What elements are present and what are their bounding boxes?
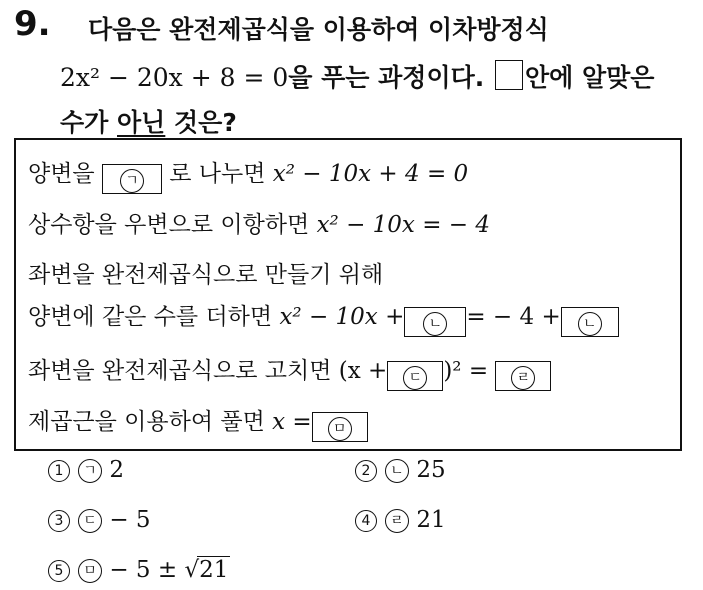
- option-1-value: 2: [109, 457, 124, 483]
- blank-box-d: [495, 361, 551, 391]
- option-4-value: 21: [416, 507, 446, 533]
- mark-d-icon: ㄹ: [511, 366, 535, 390]
- option-5-mark: ㅁ: [78, 559, 102, 583]
- blank-box-e: [312, 412, 368, 442]
- option-2-mark: ㄴ: [385, 459, 409, 483]
- mark-a-icon: ㄱ: [120, 169, 144, 193]
- row5-equation-a: (x +: [338, 358, 388, 384]
- answer-blank-icon: [495, 60, 523, 90]
- process-row-3: 좌변을 완전제곱식으로 만들기 위해: [28, 262, 384, 288]
- row5-equation-b: )² =: [443, 358, 489, 384]
- row4-equation-b: = − 4 +: [466, 304, 561, 330]
- option-5-radicand: 21: [199, 557, 229, 583]
- row1-tail: 로 나누면: [169, 161, 266, 187]
- question-line-2: [60, 58, 654, 94]
- option-5-value: − 5 ±: [109, 557, 178, 583]
- question-line-2-text: 을 푸는 과정이다.: [288, 63, 485, 92]
- row4-equation-a: x² − 10x +: [279, 304, 405, 330]
- question-line-3-a: 수가: [60, 108, 118, 137]
- process-row-4: [28, 298, 619, 337]
- row6-text: 제곱근을 이용하여 풀면: [28, 409, 265, 435]
- option-3[interactable]: [48, 507, 151, 533]
- row2-equation: x² − 10x = − 4: [316, 212, 490, 238]
- blank-box-b: [404, 307, 466, 337]
- option-3-value: − 5: [109, 507, 151, 533]
- row2-text: 상수항을 우변으로 이항하면: [28, 212, 310, 238]
- option-5-number: 5: [48, 560, 70, 582]
- option-1-mark: ㄱ: [78, 459, 102, 483]
- mark-b-icon: ㄴ: [423, 312, 447, 336]
- option-1-number: 1: [48, 460, 70, 482]
- option-1[interactable]: [48, 457, 124, 483]
- mark-c-icon: ㄷ: [403, 366, 427, 390]
- row5-text: 좌변을 완전제곱식으로 고치면: [28, 358, 332, 384]
- option-2[interactable]: [355, 457, 446, 483]
- mark-b2-icon: ㄴ: [578, 312, 602, 336]
- sqrt-icon: √: [184, 557, 200, 583]
- blank-box-b2: [561, 307, 619, 337]
- row4-text: 양변에 같은 수를 더하면: [28, 304, 273, 330]
- question-line-3: [60, 103, 237, 139]
- process-row-5: [28, 352, 551, 391]
- process-row-1: [28, 155, 468, 194]
- row1-equation: x² − 10x + 4 = 0: [272, 161, 469, 187]
- option-5[interactable]: [48, 556, 230, 583]
- option-3-mark: ㄷ: [78, 509, 102, 533]
- option-4-mark: ㄹ: [385, 509, 409, 533]
- option-2-value: 25: [416, 457, 446, 483]
- option-3-number: 3: [48, 510, 70, 532]
- mark-e-icon: ㅁ: [328, 417, 352, 441]
- process-row-2: [28, 206, 490, 239]
- row1-text: 양변을: [28, 161, 95, 187]
- option-2-number: 2: [355, 460, 377, 482]
- underlined-word: 아닌: [117, 108, 166, 137]
- process-row-6: [28, 403, 368, 442]
- question-line-2-after: 안에 알맞은: [524, 63, 655, 92]
- question-equation: 2x² − 20x + 8 = 0: [60, 63, 289, 92]
- blank-box-a: [102, 164, 162, 194]
- blank-box-c: [387, 361, 443, 391]
- row6-equation: x =: [272, 409, 312, 435]
- question-line-3-b: 것은?: [165, 108, 237, 137]
- question-number: 9.: [14, 4, 51, 44]
- option-4-number: 4: [355, 510, 377, 532]
- question-line-1: 다음은 완전제곱식을 이용하여 이차방정식: [88, 15, 549, 44]
- option-4[interactable]: [355, 507, 446, 533]
